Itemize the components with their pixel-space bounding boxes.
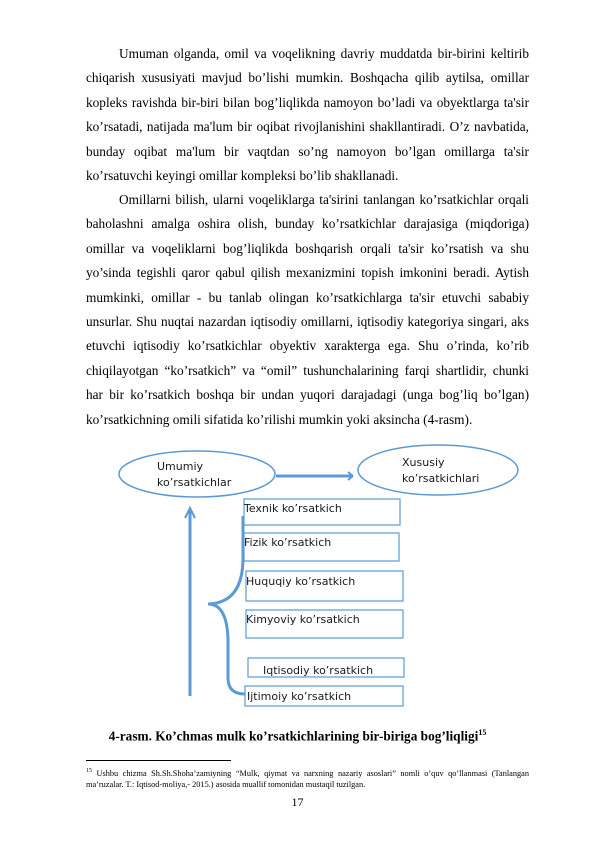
paragraph-2: Omillarni bilish, ularni voqeliklarga ta'sirini tanlangan ko’rsatkichlar orqali baholashni amalga oshira olish, bunday ko’rsatkichlar darajasiga (miqdoriga) omillar va voqeliklarni bog’liqlikda boshqarish orqali ta'sir ko’rsatish va shu yo’sinda tegishli qaror qabul qilish mexanizmini topish imkonini beradi. Aytish mumkinki, omillar - bu tanlab olingan ko’rsatkichlarga ta'sir etuvchi sababiy unsurlar. Shu nuqtai nazardan iqtisodiy omillarni, iqtisodiy kategoriya singari, aks etuvchi iqtisodiy ko’rsatkichlar obyektiv xarakterga ega. Shu o’rinda, ko’rib chiqilayotgan “ko’rsatkich” va “omil” tushunchalarining farqi shartlidir, chunki har bir ko’rsatkich boshqa bir undan yuqori darajadagi (unga bog’liq bo’lgan) ko’rsatkichning omili sifatida ko’rilishi mumkin yoki aksincha (4-rasm). xyxy=(86,192,529,427)
footnote-divider xyxy=(86,760,231,761)
indicator-box-social xyxy=(245,686,403,706)
paragraph-1: Umuman olganda, omil va voqelikning davriy muddatda bir-birini keltirib chiqarish xususiyati mavjud bo’lishi mumkin. Boshqacha qilib aytilsa, omillar kopleks ravishda bir-biri bilan bog’liqlikda namoyon bo’ladi va obyektlarga ta'sir ko’rsatadi, natijada ma'lum bir oqibat rivojlanishini shakllantiradi. O’z navbatida, bunday oqibat ma'lum bir vaqtdan so’ng namoyon bo’lgan omillarga ta'sir ko’rsatuvchi keyingi omillar kompleksi bo’lib shakllanadi. xyxy=(86,46,529,184)
right-oval-line1: Xususiy xyxy=(402,456,445,469)
left-oval-line1: Umumiy xyxy=(157,460,204,473)
indicator-box-economic xyxy=(248,658,404,677)
indicator-box-technical xyxy=(243,499,400,525)
box-label: Iqtisodiy ko’rsatkich xyxy=(263,664,374,677)
indicator-box-chemical xyxy=(246,610,403,638)
box-label: Fizik ko’rsatkich xyxy=(244,536,332,549)
footnote xyxy=(86,766,529,791)
box-label: Kimyoviy ko’rsatkich xyxy=(246,613,360,626)
indicator-box-legal xyxy=(246,571,403,601)
specific-indicators-oval xyxy=(358,445,518,495)
box-label: Huquqiy ko’rsatkich xyxy=(246,575,356,588)
page-number: 17 xyxy=(291,795,304,809)
caption-footnote-ref: 15 xyxy=(478,728,487,737)
indicator-box-physical xyxy=(244,533,399,561)
caption-text: 4-rasm. Ko’chmas mulk ko’rsatkichlarining bir-biriga bog’liqligi xyxy=(108,728,479,744)
box-label: Ijtimoiy ko’rsatkich xyxy=(247,690,352,703)
left-oval-line2: ko’rsatkichlar xyxy=(157,476,232,489)
box-label: Texnik ko’rsatkich xyxy=(244,502,342,515)
right-oval-line2: ko’rsatkichlari xyxy=(402,472,480,485)
footnote-text: Ushbu chizma Sh.Sh.Shoha’zamiyning “Mulk, qiymat va narxning nazariy asoslari” nomli o’quv qo’llanmasi (Tanlangan ma’ruzalar. T.: Iqtisod-moliya,- 2015.) asosida muallif tomonidan mustaqil tuzilgan. xyxy=(86,768,529,790)
footnote-ref: 15 xyxy=(86,768,92,774)
relationship-diagram xyxy=(0,438,595,728)
general-indicators-oval xyxy=(119,451,275,497)
figure-caption xyxy=(0,728,595,744)
